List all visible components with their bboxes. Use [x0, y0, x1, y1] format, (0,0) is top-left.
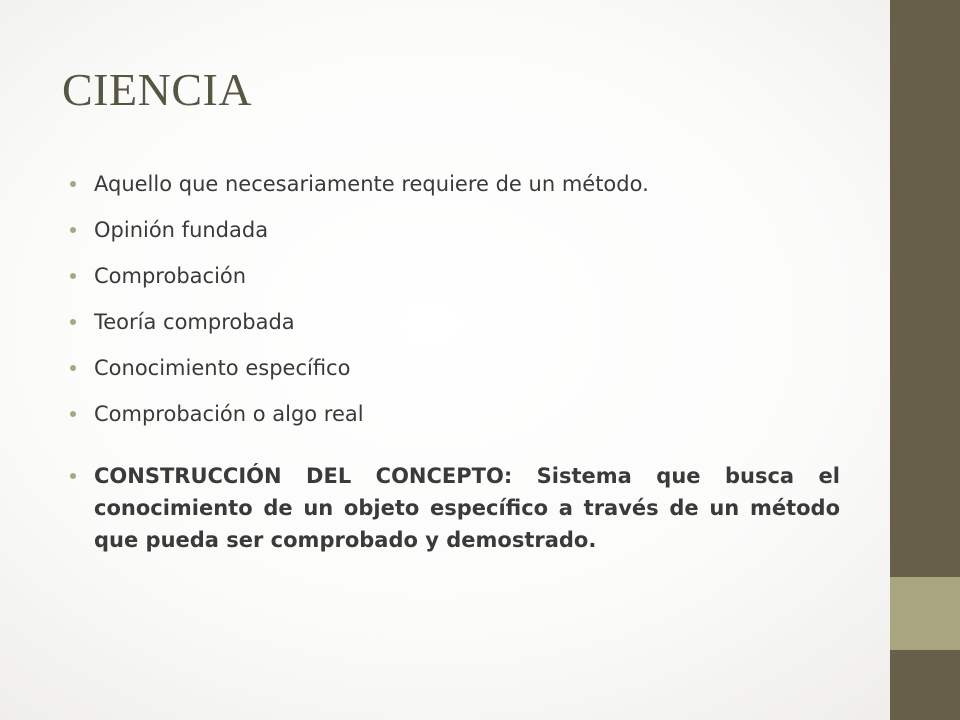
bullet-list: [70, 170, 840, 574]
bullet-item: [70, 400, 840, 428]
bullet-dot-icon: [70, 411, 76, 417]
bullet-text: Teoría comprobada: [94, 310, 295, 334]
sidebar-accent-block: [890, 577, 960, 650]
bullet-text: Aquello que necesariamente requiere de un método.: [94, 172, 649, 196]
bullet-text: Comprobación o algo real: [94, 402, 364, 426]
bullet-dot-icon: [70, 227, 76, 233]
bullet-dot-icon: [70, 365, 76, 371]
bullet-item: [70, 308, 840, 336]
bullet-item: [70, 170, 840, 198]
concept-definition: [70, 460, 840, 556]
bullet-dot-icon: [70, 473, 76, 479]
bullet-text: Conocimiento específico: [94, 356, 351, 380]
bullet-text: Opinión fundada: [94, 218, 269, 242]
bullet-dot-icon: [70, 319, 76, 325]
sidebar-top-block: [890, 0, 960, 577]
bullet-dot-icon: [70, 181, 76, 187]
sidebar-bottom-block: [890, 650, 960, 720]
bullet-text: Comprobación: [94, 264, 247, 288]
decorative-sidebar: [890, 0, 960, 720]
bullet-item: [70, 354, 840, 382]
bullet-item: [70, 216, 840, 244]
slide-title: CIENCIA: [62, 64, 253, 115]
bullet-item: [70, 262, 840, 290]
concept-text: CONSTRUCCIÓN DEL CONCEPTO: Sistema que busca el conocimiento de un objeto específico a través de un método que pueda ser comprobado y demostrado.: [94, 464, 840, 552]
bullet-dot-icon: [70, 273, 76, 279]
